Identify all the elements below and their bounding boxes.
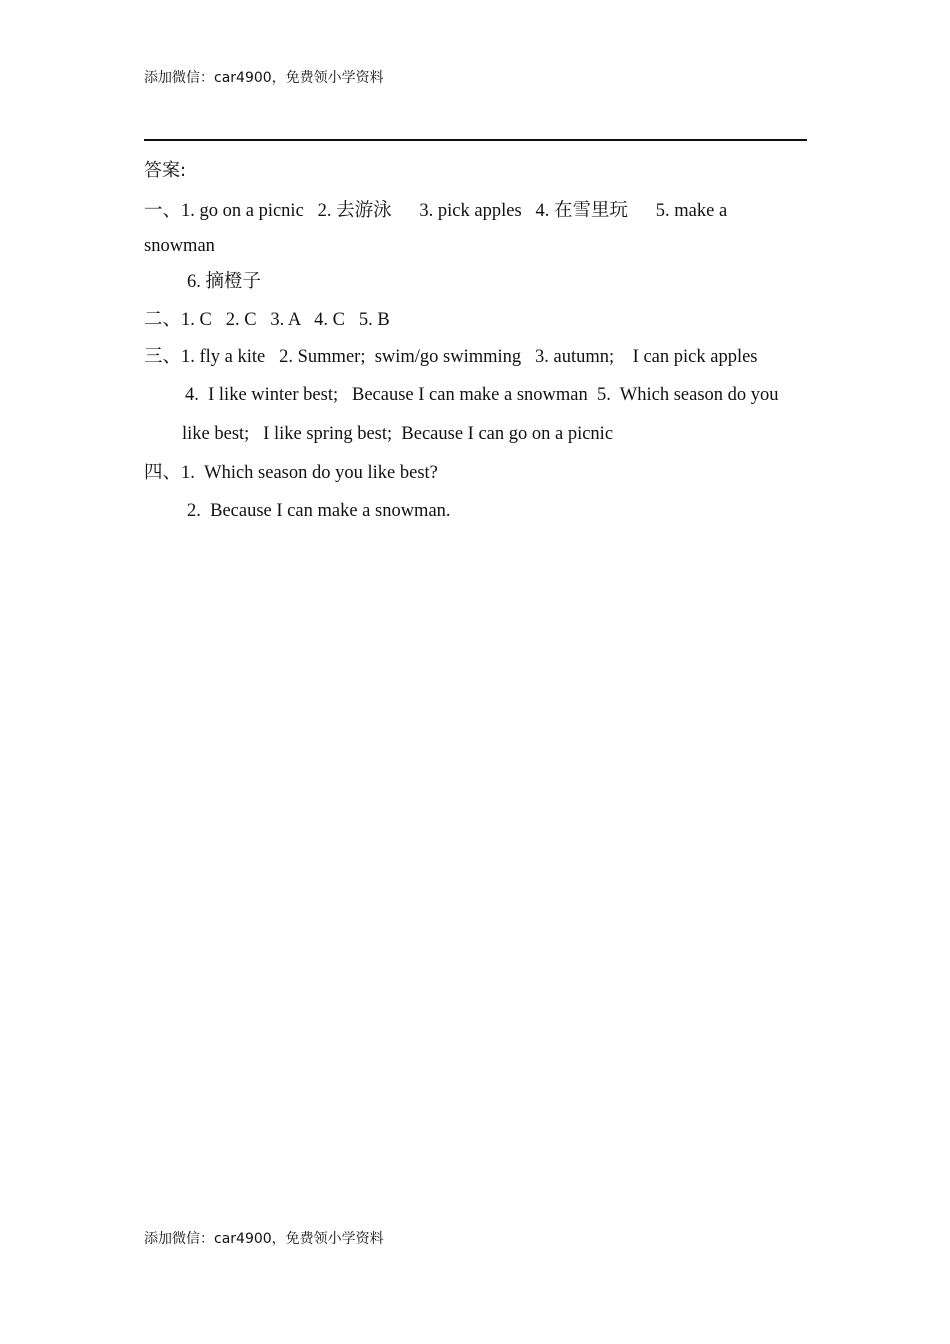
section1-line3: 6. 摘橙子 bbox=[187, 272, 262, 292]
section1-line2: snowman bbox=[144, 236, 215, 256]
header-divider bbox=[144, 139, 807, 141]
section1-line1: 一、1. go on a picnic 2. 去游泳 3. pick apples 4. 在雪里玩 5. make a bbox=[144, 201, 728, 221]
footer-note: 添加微信：car4900，免费领小学资料 bbox=[144, 1231, 384, 1247]
section3-line1: 三、1. fly a kite 2. Summer; swim/go swimming 3. autumn; I can pick apples bbox=[144, 347, 758, 367]
section4-line2: 2. Because I can make a snowman. bbox=[187, 501, 451, 521]
section2-line1: 二、1. C 2. C 3. A 4. C 5. B bbox=[144, 310, 390, 330]
section3-line2: 4. I like winter best; Because I can make a snowman 5. Which season do you bbox=[185, 385, 779, 405]
header-note: 添加微信：car4900，免费领小学资料 bbox=[144, 70, 384, 86]
section3-line3: like best; I like spring best; Because I can go on a picnic bbox=[182, 424, 614, 444]
answers-title: 答案: bbox=[144, 160, 187, 181]
section4-line1: 四、1. Which season do you like best? bbox=[144, 463, 438, 483]
